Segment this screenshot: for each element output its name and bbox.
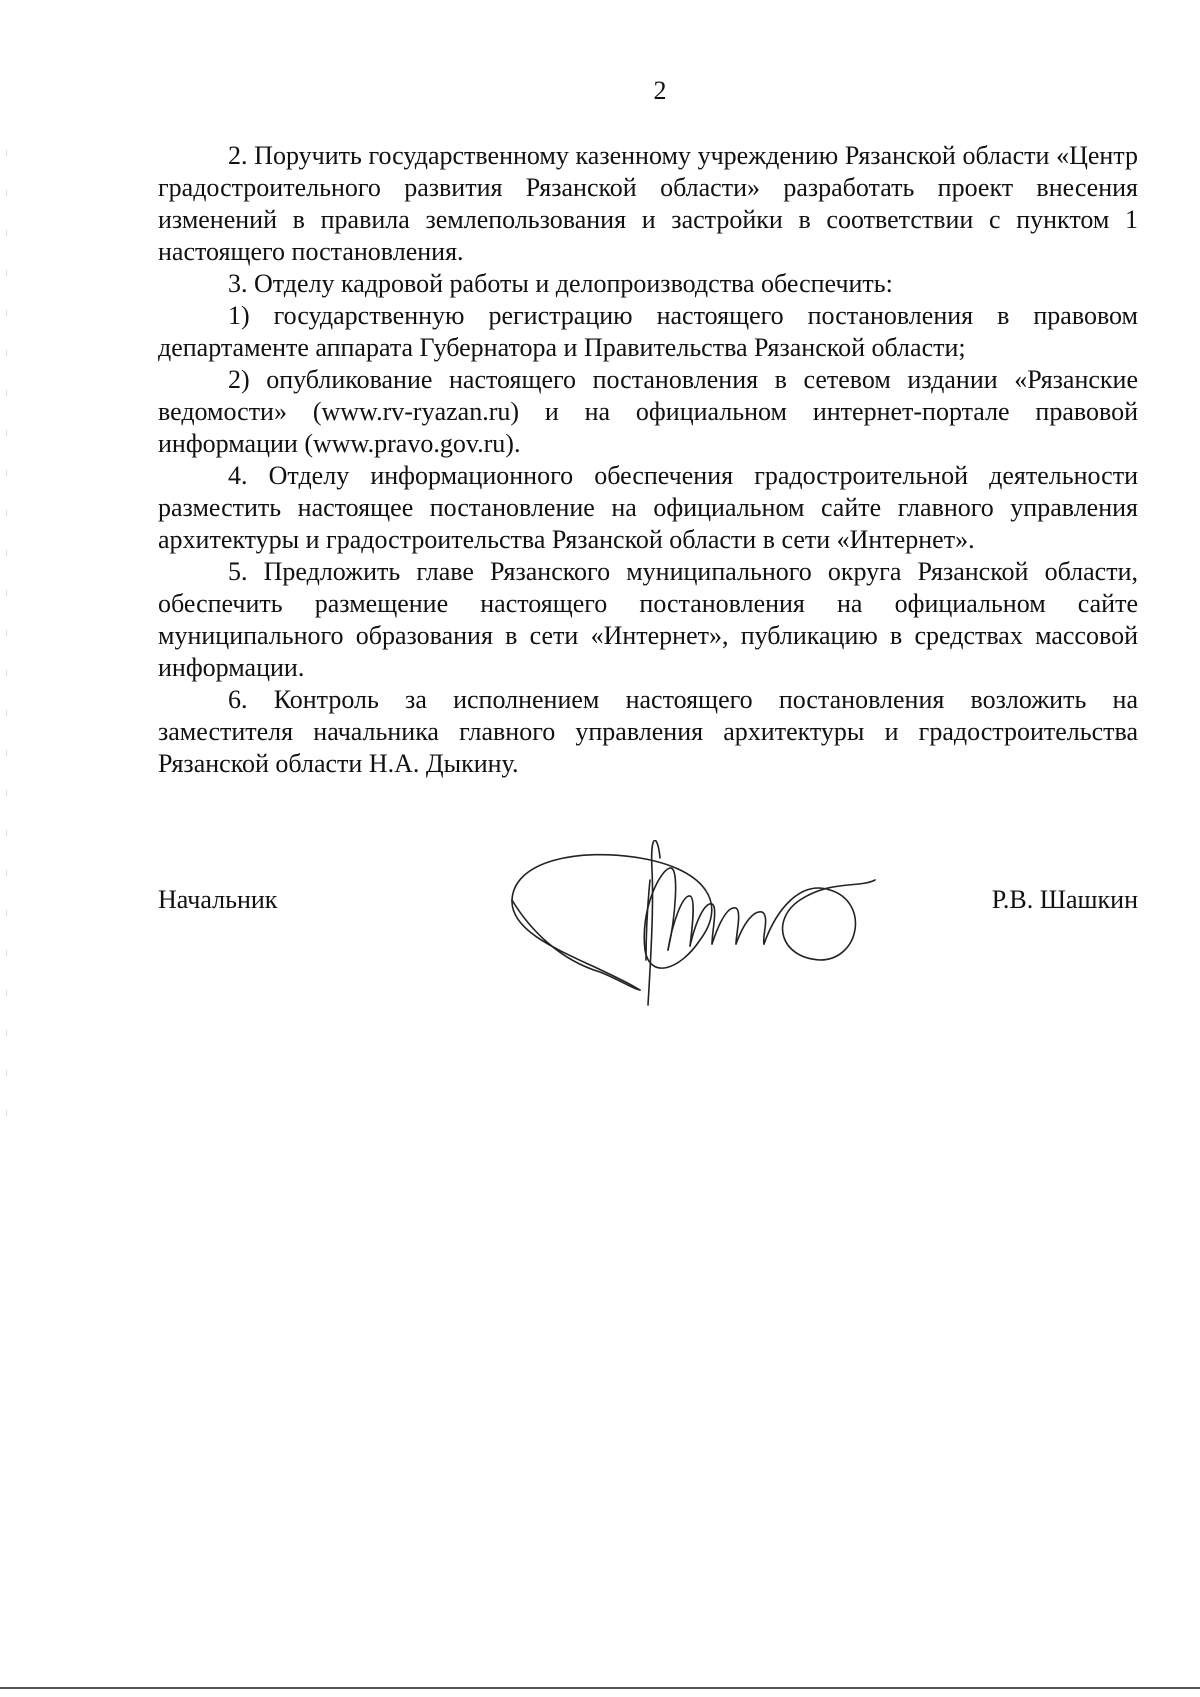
signatory-name: Р.В. Шашкин xyxy=(991,885,1138,914)
paragraph-subitem-3-2: 2) опубликование настоящего постановления в сетевом издании «Рязанские ведомости» (www.rv-ryazan.ru) и на официальном интернет-портале правовой информации (www.pravo.gov.ru). xyxy=(158,365,1138,458)
paragraph-item-5: 5. Предложить главе Рязанского муниципального округа Рязанской области, обеспечить размещение настоящего постановления на официальном сайте муниципального образования в сети «Интернет», публикацию в средствах массовой информации. xyxy=(158,557,1138,682)
scan-artifact-bottom-edge xyxy=(0,1687,1200,1689)
paragraph-item-2: 2. Поручить государственному казенному учреждению Рязанской области «Центр градостроительного развития Рязанской области» разработать проект внесения изменений в правила землепользования и застройки в соответствии с пунктом 1 настоящего постановления. xyxy=(158,141,1138,266)
paragraph-subitem-3-1: 1) государственную регистрацию настоящего постановления в правовом департаменте аппарата Губернатора и Правительства Рязанской области; xyxy=(158,301,1138,362)
handwritten-signature xyxy=(500,840,890,1010)
scan-artifact-left-edge xyxy=(6,150,7,1150)
signatory-title: Начальник xyxy=(158,885,278,914)
paragraph-item-4: 4. Отделу информационного обеспечения градостроительной деятельности разместить настоящее постановление на официальном сайте главного управления архитектуры и градостроительства Рязанской области в сети «Интернет». xyxy=(158,461,1138,554)
paragraph-item-6: 6. Контроль за исполнением настоящего постановления возложить на заместителя начальника главного управления архитектуры и градостроительства Рязанской области Н.А. Дыкину. xyxy=(158,685,1138,778)
page-number: 2 xyxy=(653,76,667,105)
document-body xyxy=(158,140,1138,780)
paragraph-item-3: 3. Отделу кадровой работы и делопроизводства обеспечить: xyxy=(228,269,893,298)
